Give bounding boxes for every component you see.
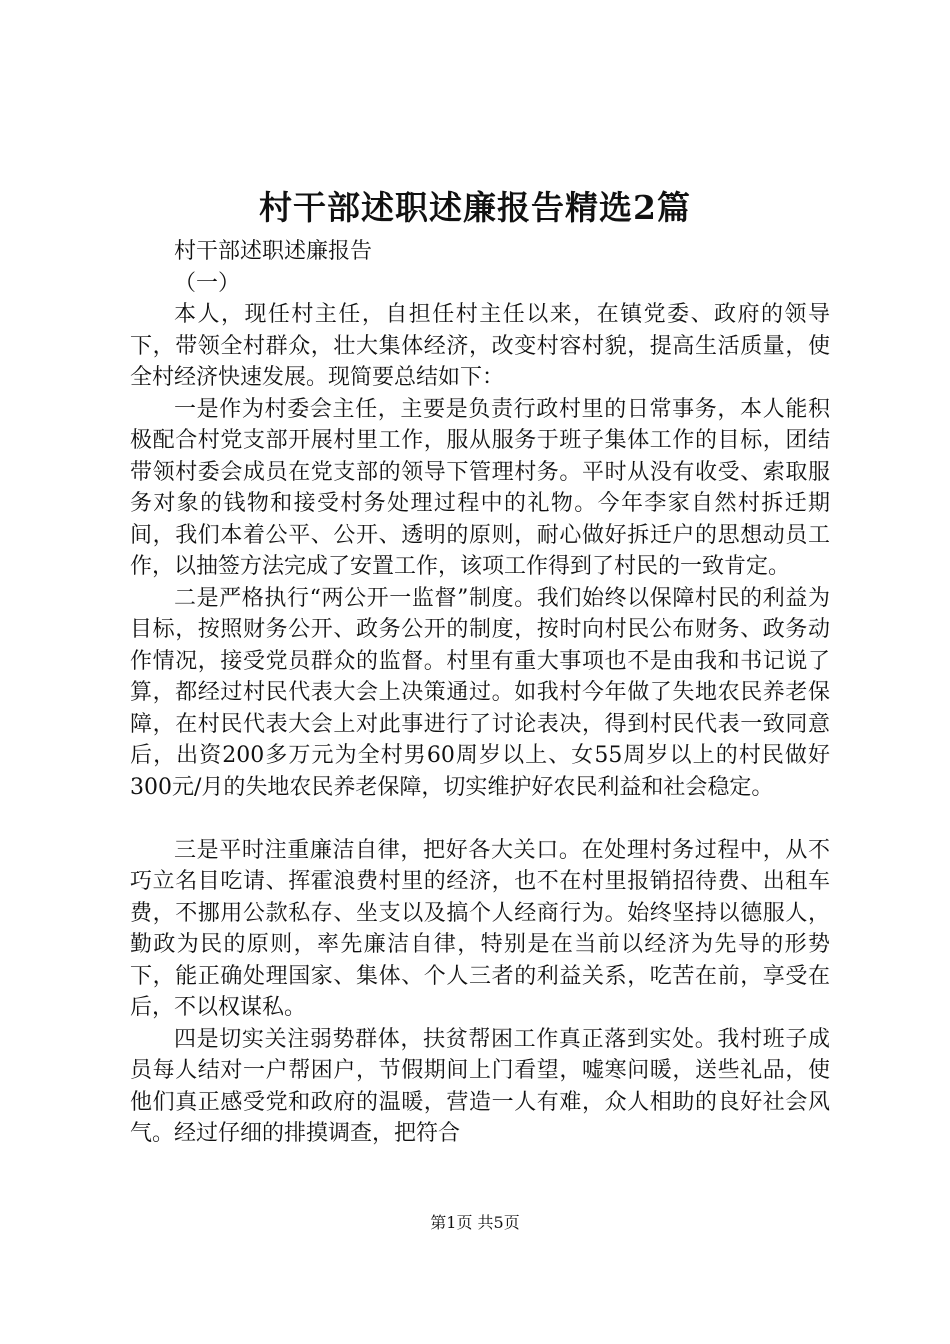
page-footer: 第1页 共5页 <box>430 1213 520 1232</box>
document-subtitle: 村干部述职述廉报告 <box>174 239 373 264</box>
document-title: 村干部述职述廉报告精选2篇 <box>259 188 691 227</box>
section-label: （一） <box>174 270 241 296</box>
paragraph-point-two: 二是严格执行“两公开一监督”制度。我们始终以保障村民的利益为目标，按照财务公开、政务公开的制度，按时向村民公布财务、政务动作情况，接受党员群众的监督。村里有重大事项也不是由我和书记说了算，都经过村民代表大会上决策通过。如我村今年做了失地农民养老保障，在村民代表大会上对此事进行了讨论表决，得到村民代表一致同意后，出资200多万元为全村男60周岁以上、女55周岁以上的村民做好300元/月的失地农民养老保障，切实维护好农民利益和社会稳定。 <box>130 585 830 800</box>
document-body <box>130 236 830 1150</box>
paragraph-point-four: 四是切实关注弱势群体，扶贫帮困工作真正落到实处。我村班子成员每人结对一户帮困户，节假期间上门看望，嘘寒问暖，送些礼品，使他们真正感受党和政府的温暖，营造一人有难，众人相助的良好社会风气。经过仔细的排摸调查，把符合 <box>130 1026 830 1146</box>
paragraph-point-one: 一是作为村委会主任，主要是负责行政村里的日常事务，本人能积极配合村党支部开展村里工作，服从服务于班子集体工作的目标，团结带领村委会成员在党支部的领导下管理村务。平时从没有收受、索取服务对象的钱物和接受村务处理过程中的礼物。今年李家自然村拆迁期间，我们本着公平、公开、透明的原则，耐心做好拆迁户的思想动员工作，以抽签方法完成了安置工作，该项工作得到了村民的一致肯定。 <box>130 396 830 579</box>
paragraph-point-three: 三是平时注重廉洁自律，把好各大关口。在处理村务过程中，从不巧立名目吃请、挥霍浪费村里的经济，也不在村里报销招待费、出租车费，不挪用公款私存、坐支以及搞个人经商行为。始终坚持以德服人，勤政为民的原则，率先廉洁自律，特别是在当前以经济为先导的形势下，能正确处理国家、集体、个人三者的利益关系，吃苦在前，享受在后，不以权谋私。 <box>130 837 830 1020</box>
paragraph-intro: 本人，现任村主任，自担任村主任以来，在镇党委、政府的领导下，带领全村群众，壮大集体经济，改变村容村貌，提高生活质量，使全村经济快速发展。现简要总结如下： <box>130 302 830 390</box>
paragraph-gap <box>130 803 830 835</box>
